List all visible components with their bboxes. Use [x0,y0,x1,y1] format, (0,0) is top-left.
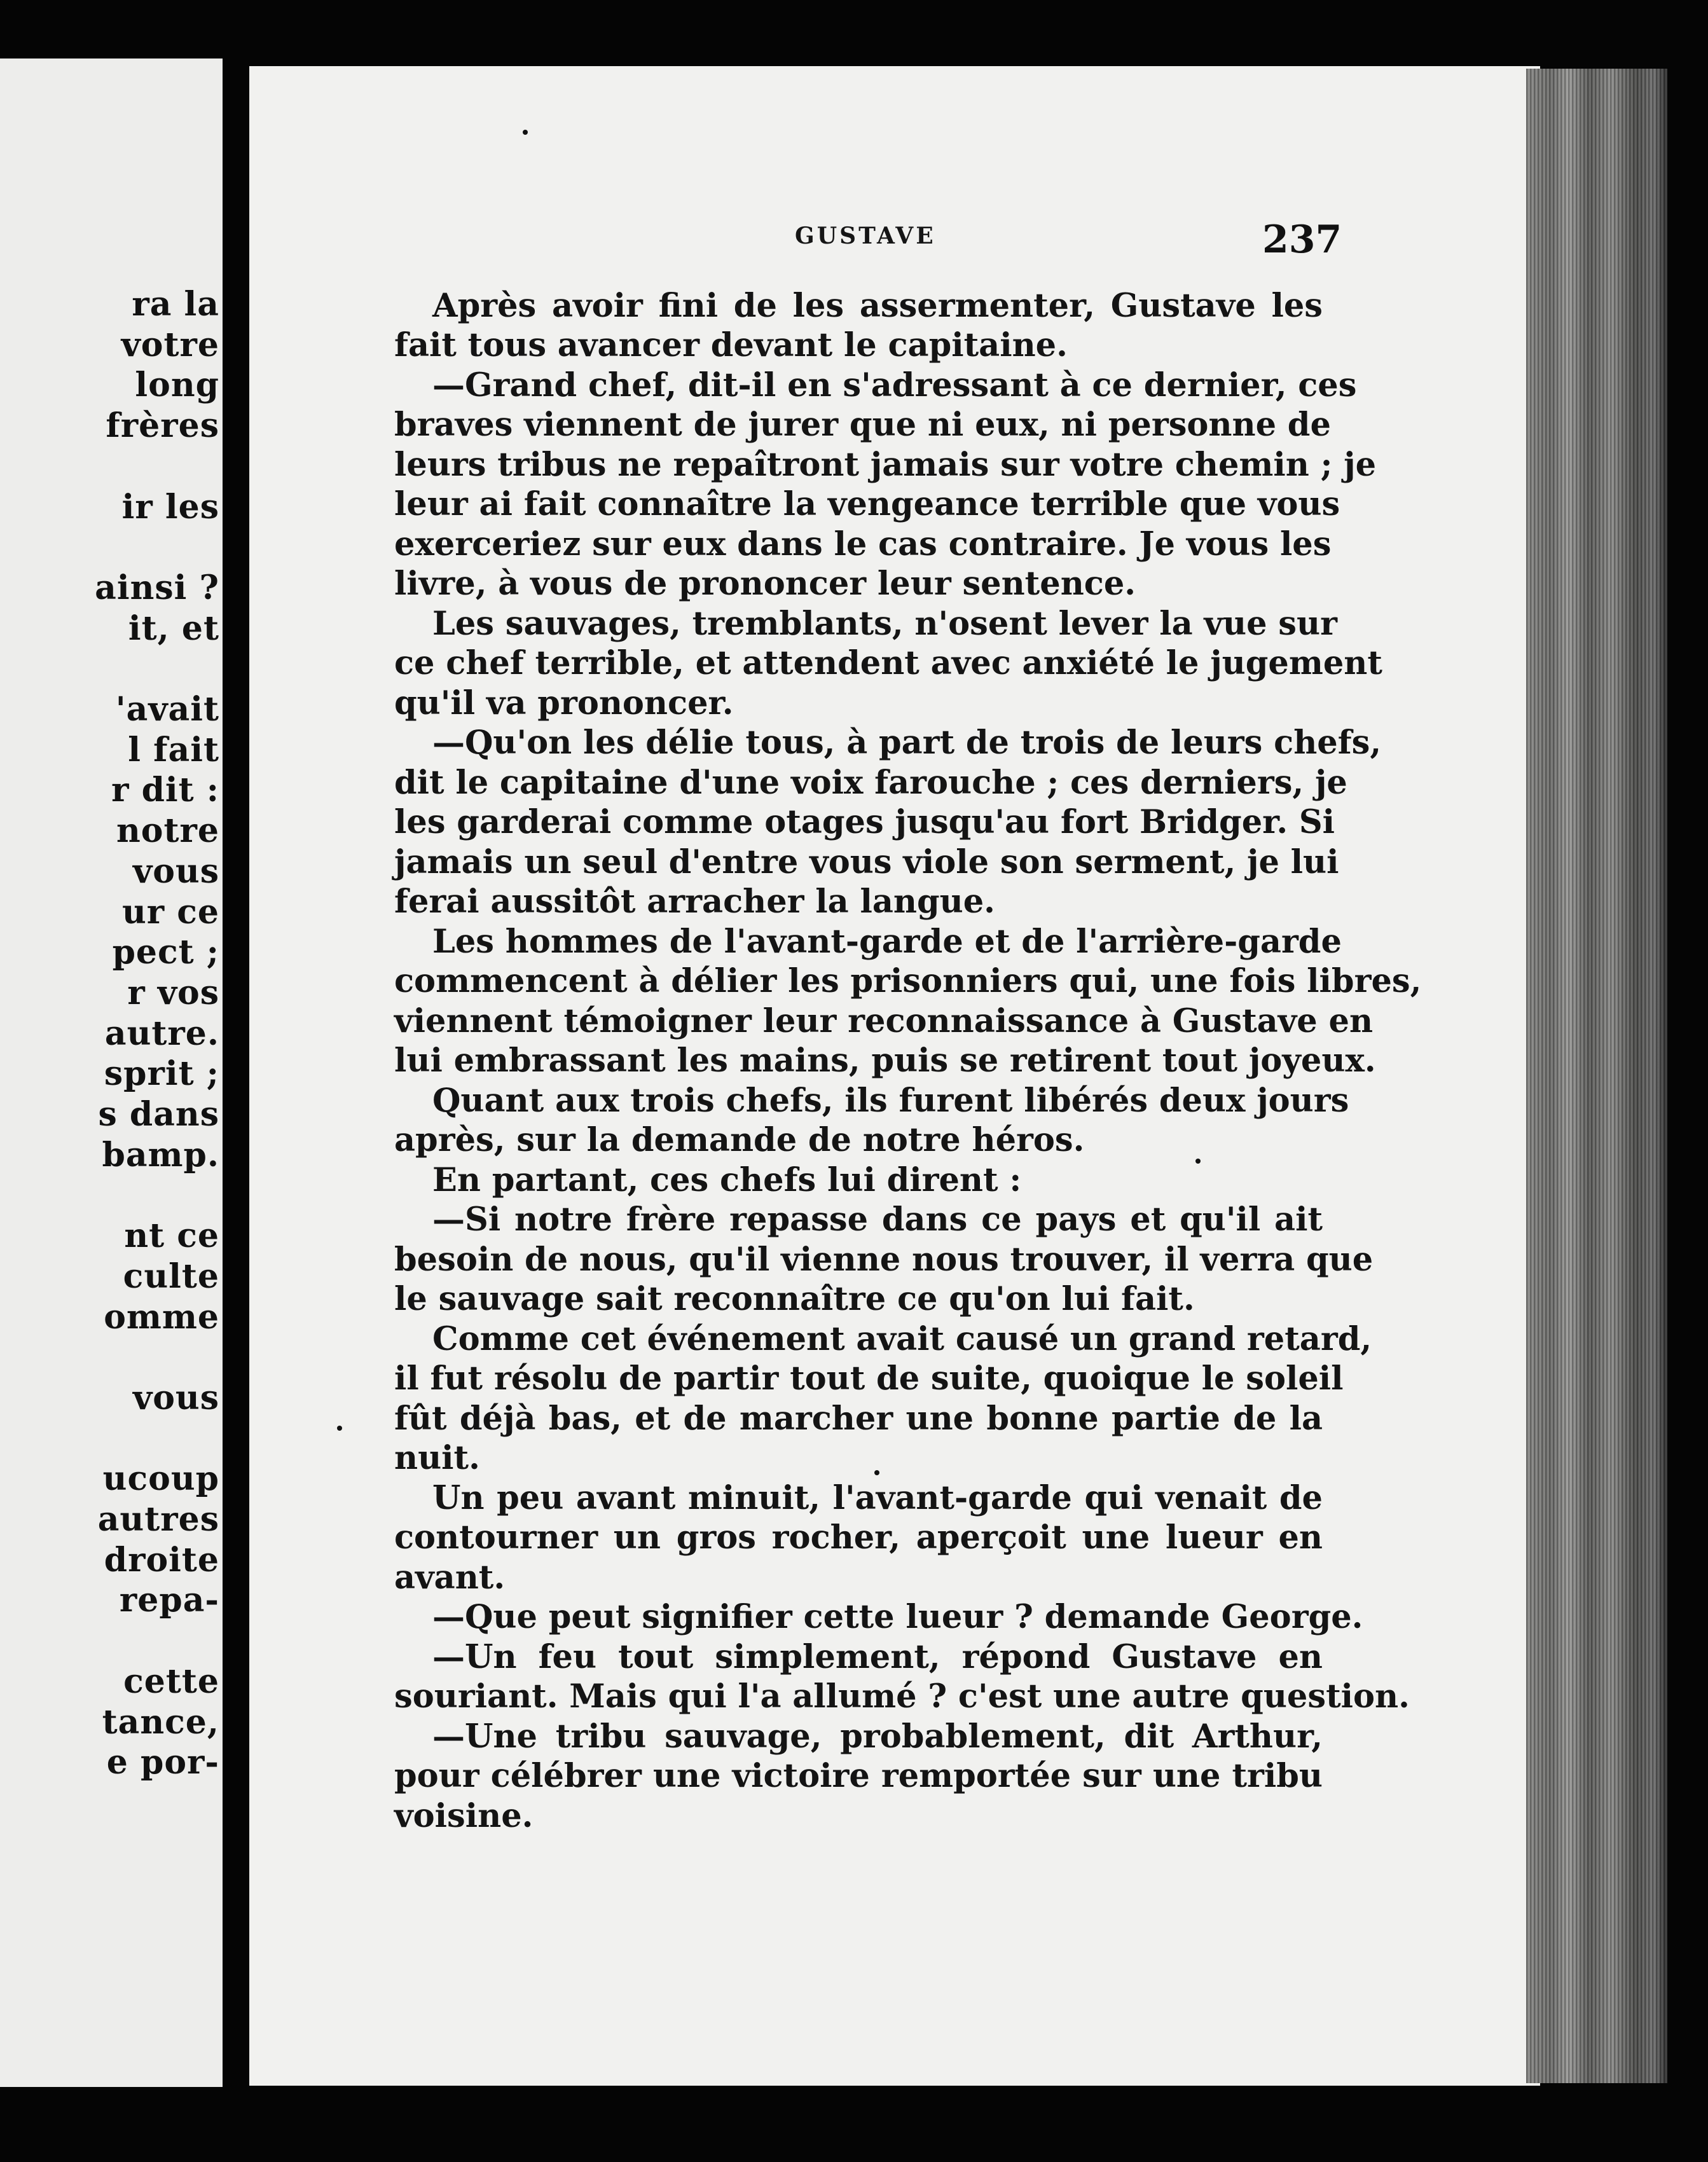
text-line: leurs tribus ne repaîtront jamais sur votre chemin ; je [394,446,1377,484]
previous-page-line: r vos [127,973,219,1012]
previous-page-line: r dit : [111,771,219,810]
ink-speck [523,130,528,135]
text-line: braves viennent de jurer que ni eux, ni personne de [394,406,1331,444]
text-line: —Si notre frère repasse dans ce pays et qu'il ait [432,1201,1323,1239]
previous-page-fragment [0,59,223,2087]
text-line: livre, à vous de prononcer leur sentence. [394,565,1136,603]
previous-page-line: droite [104,1540,219,1580]
text-line: ferai aussitôt arracher la langue. [394,883,995,921]
previous-page-line: vous [133,851,219,891]
text-line: nuit. [394,1439,480,1477]
previous-page-line: ra la [132,285,219,324]
previous-page-line: it, et [128,609,219,648]
text-line: —Une tribu sauvage, probablement, dit Arthur, [432,1718,1323,1756]
text-line: Les hommes de l'avant-garde et de l'arrière-garde [432,923,1342,961]
text-line: viennent témoigner leur reconnaissance à Gustave en [394,1002,1374,1040]
text-line: fût déjà bas, et de marcher une bonne partie de la [394,1400,1323,1438]
text-line: le sauvage sait reconnaître ce qu'on lui fait. [394,1280,1195,1318]
text-line: les garderai comme otages jusqu'au fort Bridger. Si [394,803,1335,841]
text-line: En partant, ces chefs lui dirent : [432,1161,1022,1199]
page-number: 237 [1262,217,1342,262]
running-head: GUSTAVE [795,223,936,249]
text-line: souriant. Mais qui l'a allumé ? c'est une autre question. [394,1677,1410,1716]
text-line: lui embrassant les mains, puis se retirent tout joyeux. [394,1042,1376,1080]
text-line: Comme cet événement avait causé un grand retard, [432,1320,1372,1358]
text-line: pour célébrer une victoire remportée sur une tribu [394,1757,1323,1795]
previous-page-line: e por- [106,1743,219,1782]
text-line: commencent à délier les prisonniers qui, une fois libres, [394,962,1422,1000]
previous-page-line: notre [116,811,219,851]
previous-page-line: vous [133,1378,219,1417]
previous-page-line: repa- [119,1581,219,1620]
text-line: Après avoir fini de les assermenter, Gustave les [432,287,1323,325]
ink-speck [874,1470,879,1475]
text-line: ce chef terrible, et attendent avec anxiété le jugement [394,644,1382,682]
text-line: Un peu avant minuit, l'avant-garde qui venait de [432,1479,1323,1517]
previous-page-line: l fait [128,730,219,769]
ink-speck [1195,1159,1201,1164]
text-line: avant. [394,1559,506,1597]
previous-page-line: ainsi ? [95,568,219,607]
previous-page-line: culte [123,1257,219,1296]
previous-page-line: cette [123,1662,219,1701]
previous-page-line: frères [106,406,219,446]
text-line: Quant aux trois chefs, ils furent libérés deux jours [432,1082,1349,1120]
previous-page-line: omme [104,1297,219,1337]
text-line: Les sauvages, tremblants, n'osent lever la vue sur [432,605,1337,643]
previous-page-line: ur ce [121,892,219,932]
text-line: qu'il va prononcer. [394,684,734,722]
ink-speck [337,1426,342,1431]
previous-page-line: pect ; [112,933,219,972]
page-edges [1526,69,1667,2083]
text-line: jamais un seul d'entre vous viole son serment, je lui [394,843,1339,881]
previous-page-line: autre. [104,1014,219,1053]
text-line: besoin de nous, qu'il vienne nous trouver, il verra que [394,1241,1374,1279]
previous-page-line: long [135,366,219,405]
text-line: contourner un gros rocher, aperçoit une lueur en [394,1518,1323,1557]
text-line: exerceriez sur eux dans le cas contraire. Je vous les [394,525,1332,563]
text-line: voisine. [394,1797,534,1835]
previous-page-line: 'avait [115,690,219,729]
previous-page-line: bamp. [102,1135,219,1174]
text-line: il fut résolu de partir tout de suite, quoique le soleil [394,1360,1344,1398]
text-line: —Grand chef, dit-il en s'adressant à ce dernier, ces [432,366,1357,404]
text-line: dit le capitaine d'une voix farouche ; ces derniers, je [394,764,1347,802]
previous-page-line: s dans [98,1095,219,1134]
text-line: leur ai fait connaître la vengeance terrible que vous [394,485,1340,523]
previous-page-line: ucoup [102,1459,219,1499]
previous-page-line: nt ce [124,1216,219,1256]
previous-page-line: sprit ; [104,1054,219,1094]
previous-page-line: autres [97,1500,219,1539]
text-line: après, sur la demande de notre héros. [394,1121,1085,1159]
book-gutter [223,38,249,2124]
text-line: fait tous avancer devant le capitaine. [394,326,1068,364]
previous-page-line: tance, [102,1702,219,1742]
previous-page-line: ir les [121,487,219,527]
text-line: —Que peut signifier cette lueur ? demande George. [432,1598,1363,1636]
text-line: —Qu'on les délie tous, à part de trois de leurs chefs, [432,724,1382,762]
previous-page-line: votre [121,325,219,364]
text-line: —Un feu tout simplement, répond Gustave en [432,1638,1323,1676]
